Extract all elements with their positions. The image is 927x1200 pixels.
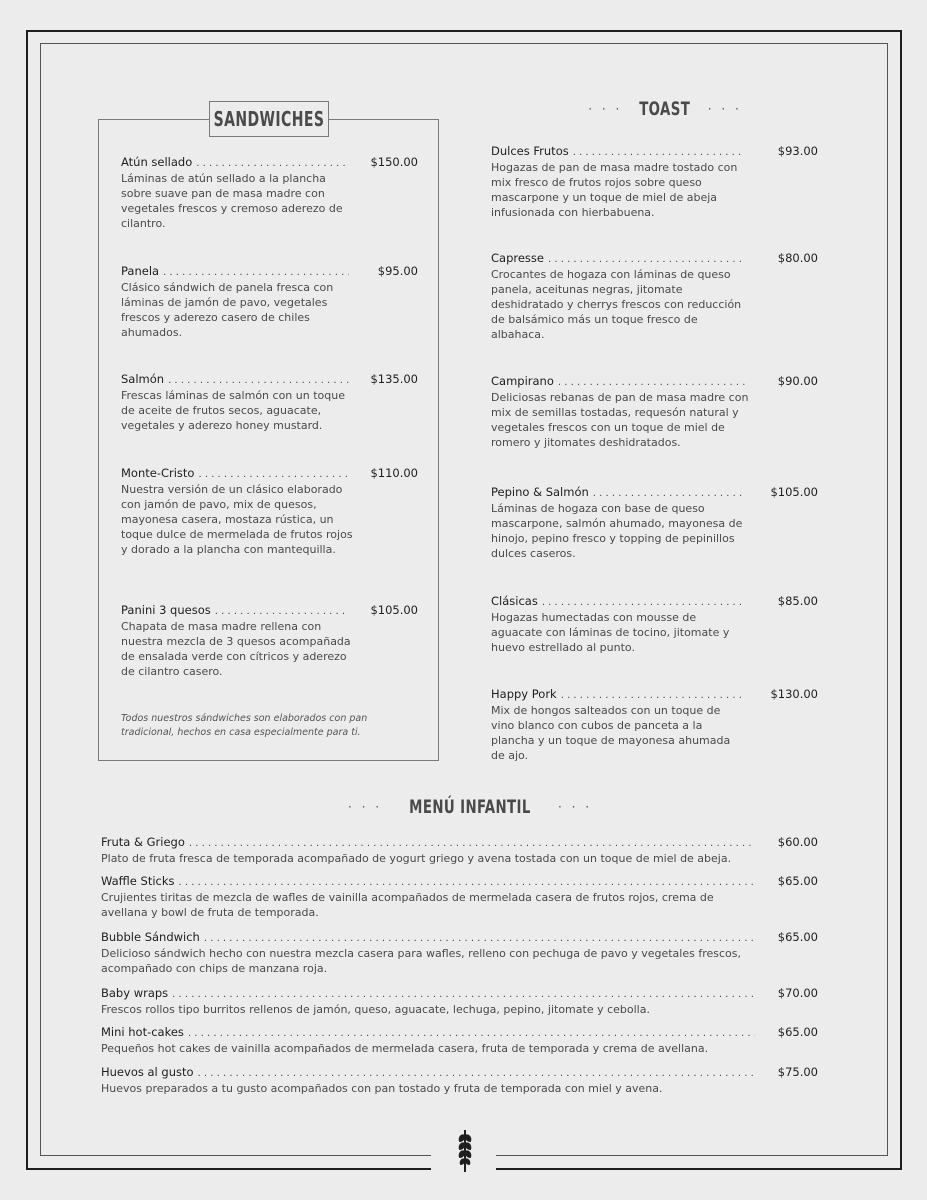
- menu-item: [491, 485, 818, 561]
- item-description: Deliciosas rebanas de pan de masa madre con mix de semillas tostadas, requesón natural y vegetales frescos con un toque de miel de romero y jitomates deshidratados.: [491, 391, 749, 449]
- menu-item: [101, 1065, 818, 1096]
- menu-item: [491, 144, 818, 220]
- item-name: Fruta & Griego: [101, 835, 185, 849]
- item-description: Chapata de masa madre rellena con nuestra mezcla de 3 quesos acompañada de ensalada verde con cítricos y aderezo de cilantro casero.: [121, 620, 351, 678]
- item-name: Huevos al gusto: [101, 1065, 194, 1079]
- menu-item: [101, 835, 818, 866]
- item-description: Frescos rollos tipo burritos rellenos de jamón, queso, aguacate, lechuga, pepino, jitomate y cebolla.: [101, 1003, 650, 1016]
- item-description: Clásico sándwich de panela fresca con láminas de jamón de pavo, vegetales frescos y aderezo casero de chiles ahumados.: [121, 281, 334, 339]
- item-name: Campirano: [491, 374, 554, 388]
- item-price: $135.00: [370, 372, 418, 386]
- menu-item: [121, 372, 418, 433]
- bottom-rule-left: [26, 1168, 431, 1170]
- wheat-icon: [452, 1126, 478, 1174]
- item-price: $90.00: [777, 374, 818, 388]
- item-name: Pepino & Salmón: [491, 485, 589, 499]
- item-name: Baby wraps: [101, 986, 169, 1000]
- menu-item: [101, 1025, 818, 1056]
- item-price: $95.00: [377, 264, 418, 278]
- item-price: $150.00: [370, 155, 418, 169]
- item-price: $105.00: [770, 485, 818, 499]
- item-name: Happy Pork: [491, 687, 557, 701]
- heading-dots-left: · · ·: [588, 102, 623, 116]
- toast-heading: [560, 98, 770, 120]
- menu-item: [121, 603, 418, 679]
- item-description: Mix de hongos salteados con un toque de vino blanco con cubos de panceta a la plancha y un toque de mayonesa ahumada de ajo.: [491, 704, 731, 762]
- heading-dots-right: · · ·: [707, 102, 742, 116]
- item-description: Plato de fruta fresca de temporada acompañado de yogurt griego y avena tostada con un toque de miel de abeja.: [101, 852, 732, 865]
- heading-dots-right: · · ·: [557, 800, 593, 814]
- item-price: $65.00: [777, 1025, 818, 1039]
- item-price: $70.00: [777, 986, 818, 1000]
- menu-item: [121, 264, 418, 340]
- item-price: $65.00: [777, 874, 818, 888]
- item-name: Panela: [121, 264, 160, 278]
- item-description: Pequeños hot cakes de vainilla acompañados de mermelada casera, fruta de temporada y crema de avellana.: [101, 1042, 709, 1055]
- item-description: Crujientes tiritas de mezcla de wafles de vainilla acompañados de mermelada casera de frutos rojos, crema de avellana y bowl de fruta de temporada.: [101, 891, 714, 919]
- item-name: Mini hot-cakes: [101, 1025, 184, 1039]
- sandwiches-title-box: [209, 101, 329, 137]
- item-price: $93.00: [777, 144, 818, 158]
- item-price: $130.00: [770, 687, 818, 701]
- item-description: Láminas de hogaza con base de queso mascarpone, salmón ahumado, mayonesa de hinojo, pepino fresco y topping de pepinillos dulces caseros.: [491, 502, 743, 560]
- item-price: $110.00: [370, 466, 418, 480]
- menu-item: [491, 687, 818, 763]
- menu-item: [121, 466, 418, 557]
- item-description: Delicioso sándwich hecho con nuestra mezcla casera para wafles, relleno con pechuga de pavo y vegetales frescos, acompañado con chips de manzana roja.: [101, 947, 742, 975]
- item-name: Clásicas: [491, 594, 538, 608]
- menu-item: [491, 374, 818, 450]
- item-description: Hogazas de pan de masa madre tostado con mix fresco de frutos rojos sobre queso mascarpone y un toque de miel de abeja infusionada con hierbabuena.: [491, 161, 738, 219]
- bottom-inner-rule-right: [496, 1155, 888, 1156]
- item-description: Frescas láminas de salmón con un toque de aceite de frutos secos, aguacate, vegetales y aderezo honey mustard.: [121, 389, 345, 432]
- item-price: $105.00: [370, 603, 418, 617]
- sandwiches-note: Todos nuestros sándwiches son elaborados con pan tradicional, hechos en casa especialmente para ti.: [121, 713, 368, 738]
- item-name: Panini 3 quesos: [121, 603, 211, 617]
- item-description: Crocantes de hogaza con láminas de queso panela, aceitunas negras, jitomate deshidratado y cherrys frescos con reducción de balsámico más un toque fresco de albahaca.: [491, 268, 742, 341]
- bottom-inner-rule-left: [40, 1155, 431, 1156]
- toast-title: TOAST: [639, 98, 691, 120]
- menu-item: [491, 594, 818, 655]
- item-name: Bubble Sándwich: [101, 930, 200, 944]
- menu-item: [121, 155, 418, 231]
- item-name: Atún sellado: [121, 155, 193, 169]
- item-description: Láminas de atún sellado a la plancha sobre suave pan de masa madre con vegetales frescos y cremoso aderezo de cilantro.: [121, 172, 343, 230]
- item-price: $85.00: [777, 594, 818, 608]
- infantil-heading: [330, 796, 610, 818]
- menu-item: [101, 986, 818, 1017]
- menu-item: [101, 930, 818, 976]
- item-name: Monte-Cristo: [121, 466, 195, 480]
- item-description: Nuestra versión de un clásico elaborado con jamón de pavo, mix de quesos, mayonesa casera, mostaza rústica, un toque dulce de mermelada de frutos rojos y dorado a la plancha con mantequilla.: [121, 483, 353, 556]
- item-price: $60.00: [777, 835, 818, 849]
- menu-item: [491, 251, 818, 342]
- item-description: Hogazas humectadas con mousse de aguacate con láminas de tocino, jitomate y huevo estrellado al punto.: [491, 611, 730, 654]
- item-price: $75.00: [777, 1065, 818, 1079]
- infantil-title: MENÚ INFANTIL: [409, 796, 531, 818]
- sandwiches-title: SANDWICHES: [213, 107, 325, 131]
- item-description: Huevos preparados a tu gusto acompañados con pan tostado y fruta de temporada con miel y avena.: [101, 1082, 663, 1095]
- menu-item: [101, 874, 818, 920]
- item-name: Dulces Frutos: [491, 144, 569, 158]
- item-price: $80.00: [777, 251, 818, 265]
- item-name: Capresse: [491, 251, 544, 265]
- bottom-rule-right: [496, 1168, 902, 1170]
- heading-dots-left: · · ·: [347, 800, 383, 814]
- item-price: $65.00: [777, 930, 818, 944]
- item-name: Waffle Sticks: [101, 874, 175, 888]
- item-name: Salmón: [121, 372, 165, 386]
